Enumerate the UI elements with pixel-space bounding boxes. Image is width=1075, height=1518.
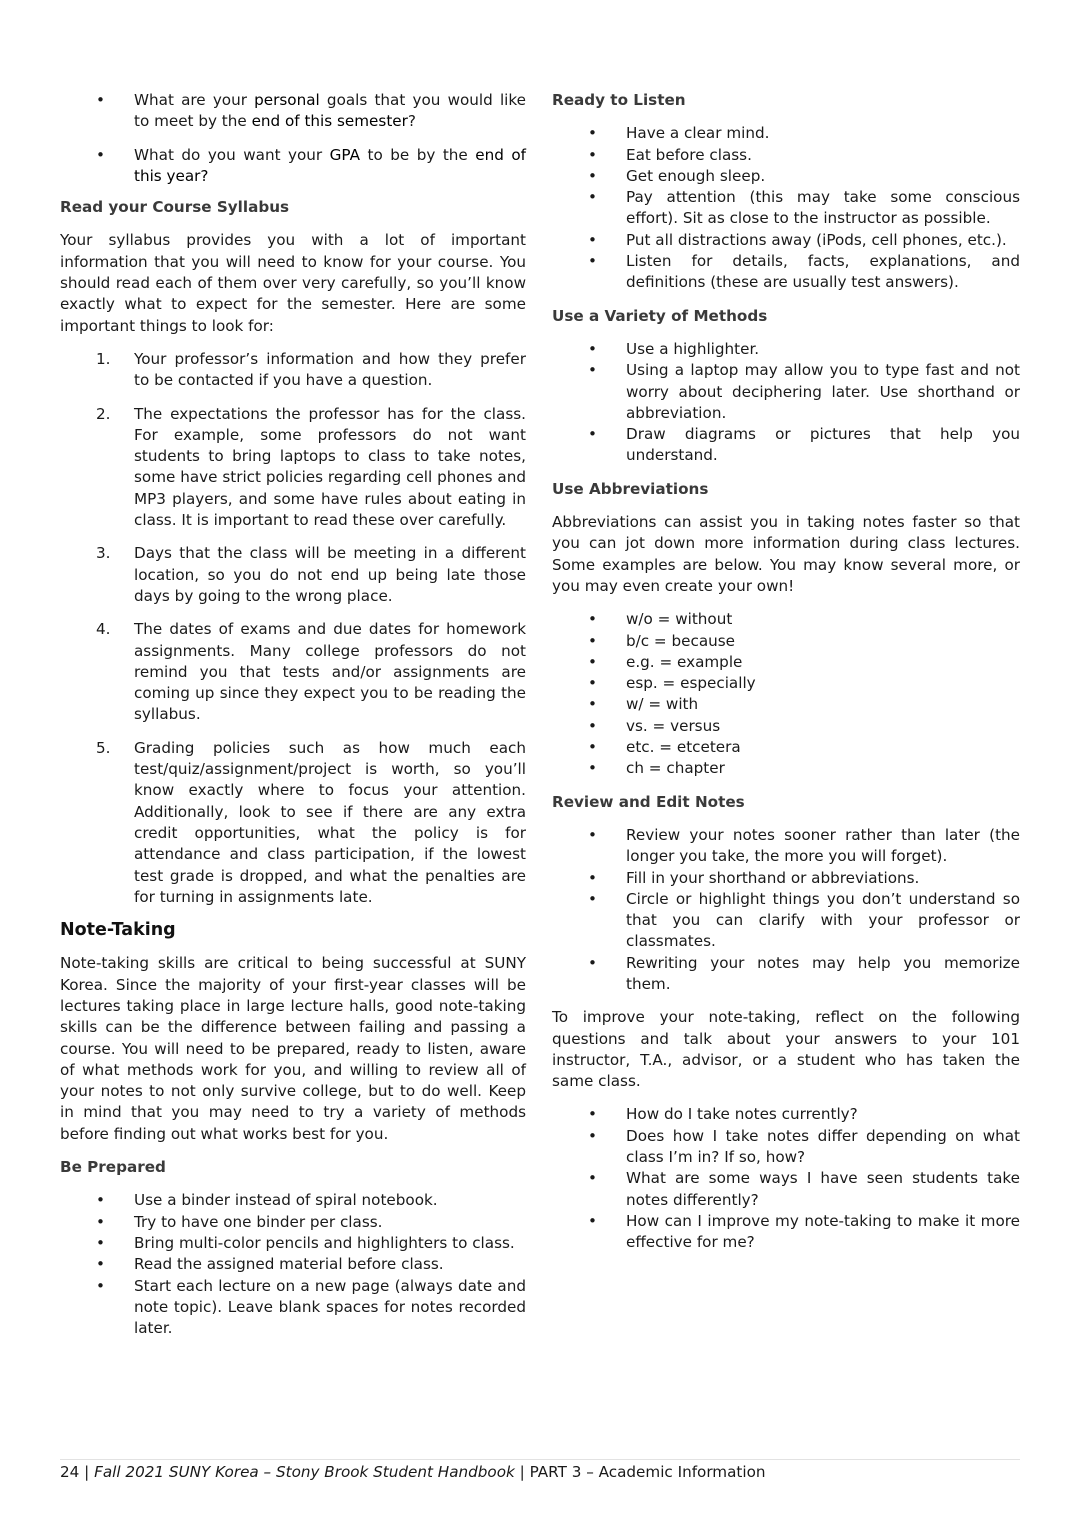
list-item: • How can I improve my note-taking to make it more effective for me? — [552, 1211, 1020, 1254]
footer-separator: | — [519, 1463, 525, 1481]
list-item — [60, 619, 526, 725]
list-item — [60, 145, 526, 188]
list-item: • What are some ways I have seen students take notes differently? — [552, 1168, 1020, 1211]
list-number: 1. — [96, 349, 111, 368]
list-item: • Fill in your shorthand or abbreviations. — [552, 868, 1020, 889]
goal-emphasis: GPA — [329, 145, 361, 164]
list-item: • How do I take notes currently? — [552, 1104, 1020, 1125]
goal-emphasis: personal — [254, 91, 320, 109]
paragraph: To improve your note-taking, reflect on the following questions and talk about your answers to your 101 instructor, T.A., advisor, or a student who has taken the same class. — [552, 1008, 1020, 1091]
goal-text: What do you want your — [134, 145, 330, 164]
goal-text: ? — [407, 112, 416, 131]
section-label: PART 3 – Academic Information — [529, 1463, 766, 1481]
list-item: • Have a clear mind. — [552, 123, 1020, 144]
goals-list — [60, 90, 526, 187]
list-number: 4. — [96, 620, 111, 639]
goal-text: What are your — [134, 91, 255, 109]
list-item: • Bring multi-color pencils and highlighters to class. — [60, 1233, 526, 1254]
section-heading: Use a Variety of Methods — [552, 306, 768, 325]
list-item — [60, 349, 526, 392]
paragraph: Note-taking skills are critical to being successful at SUNY Korea. Since the majority of your first-year classes will be lectures taking place in large lecture halls, good note-taking skills can be the difference between failing and passing a course. You will need to be prepared, ready to listen, aware of what methods work for you, and willing to review all of your notes to not only survive college, but to do well. Keep in mind that you may need to try a variety of methods before finding out what works best for you. — [60, 954, 526, 1143]
list-item — [60, 404, 526, 532]
list-text: Days that the class will be meeting in a different location, so you do not end up being late those days by going to the wrong place. — [134, 544, 526, 605]
methods-list — [552, 339, 1020, 467]
page-footer — [60, 1459, 1020, 1481]
section-heading: Review and Edit Notes — [552, 792, 745, 811]
list-number: 3. — [96, 544, 111, 563]
list-item: • Circle or highlight things you don’t understand so that you can clarify with your professor or classmates. — [552, 889, 1020, 953]
list-item: • Does how I take notes differ depending on what class I’m in? If so, how? — [552, 1126, 1020, 1169]
list-item: • esp. = especially — [552, 673, 1020, 694]
list-item: • vs. = versus — [552, 716, 1020, 737]
improve-questions-list — [552, 1104, 1020, 1253]
goal-text: goals that you would like to meet by the — [134, 91, 526, 131]
list-text: Grading policies such as how much each test/quiz/assignment/project is worth, so you’ll know exactly where to focus your attention. Additionally, look to see if there are any extra credit opportunities, what the policy is for attendance and class participation, if the lowest test grade is dropped, and what the penalties are for turning in assignments late. — [134, 738, 526, 906]
listen-list — [552, 123, 1020, 293]
list-item — [60, 90, 526, 133]
goal-emphasis: end of this year? — [134, 145, 526, 185]
list-item: • Use a highlighter. — [552, 339, 1020, 360]
section-heading: Read your Course Syllabus — [60, 198, 290, 217]
review-list — [552, 825, 1020, 995]
page-number: 24 — [60, 1463, 80, 1481]
footer-separator: | — [84, 1463, 90, 1481]
list-item: • w/o = without — [552, 609, 1020, 630]
list-text: The expectations the professor has for the class. For example, some professors do not want students to bring laptops to class to take notes, some have strict policies regarding cell phones and MP3 players, and some have rules about eating in class. It is important to read these over carefully. — [134, 404, 526, 530]
list-number: 5. — [96, 738, 111, 757]
list-item: • Rewriting your notes may help you memorize them. — [552, 953, 1020, 996]
list-item: • Listen for details, facts, explanations, and definitions (these are usually test answers). — [552, 251, 1020, 294]
paragraph: Abbreviations can assist you in taking notes faster so that you can jot down more information during class lectures. Some examples are below. You may know several more, or you may even create your own! — [552, 513, 1020, 595]
list-item: • Eat before class. — [552, 145, 1020, 166]
section-heading: Use Abbreviations — [552, 479, 709, 498]
list-item: • etc. = etcetera — [552, 737, 1020, 758]
list-item: • b/c = because — [552, 631, 1020, 652]
list-item: • Put all distractions away (iPods, cell phones, etc.). — [552, 230, 1020, 251]
list-item — [60, 738, 526, 908]
list-item: • Review your notes sooner rather than later (the longer you take, the more you will forget). — [552, 825, 1020, 868]
list-item: • Using a laptop may allow you to type fast and not worry about deciphering later. Use shorthand or abbreviation. — [552, 360, 1020, 424]
list-item: • Pay attention (this may take some conscious effort). Sit as close to the instructor as possible. — [552, 187, 1020, 230]
list-number: 2. — [96, 404, 111, 423]
abbreviations-list — [552, 609, 1020, 779]
list-item: • w/ = with — [552, 694, 1020, 715]
handbook-title: Fall 2021 SUNY Korea – Stony Brook Student Handbook — [94, 1463, 515, 1481]
list-item: • Read the assigned material before class. — [60, 1254, 526, 1275]
syllabus-list — [60, 349, 526, 908]
list-item: • e.g. = example — [552, 652, 1020, 673]
list-text: Your professor’s information and how they prefer to be contacted if you have a question. — [134, 349, 526, 390]
list-text: The dates of exams and due dates for homework assignments. Many college professors do not remind you that tests and/or assignments are coming up since they expect you to be reading the syllabus. — [134, 620, 526, 724]
goal-text: to be by the — [360, 145, 476, 164]
prepared-list — [60, 1190, 526, 1339]
list-item: • Start each lecture on a new page (always date and note topic). Leave blank spaces for notes recorded later. — [60, 1276, 526, 1340]
paragraph: Your syllabus provides you with a lot of important information that you will need to know for your course. You should read each of them over very carefully, so you’ll know exactly what to expect for the semester. Here are some important things to look for: — [60, 231, 526, 335]
section-title: Note-Taking — [60, 920, 176, 941]
list-item: • Use a binder instead of spiral notebook. — [60, 1190, 526, 1211]
list-item: • Draw diagrams or pictures that help you understand. — [552, 424, 1020, 467]
section-heading: Be Prepared — [60, 1158, 166, 1177]
list-item: • Try to have one binder per class. — [60, 1212, 526, 1233]
left-column — [60, 88, 526, 1339]
list-item: • Get enough sleep. — [552, 166, 1020, 187]
right-column — [552, 88, 1020, 1254]
list-item: • ch = chapter — [552, 758, 1020, 779]
goal-emphasis: end of this semester — [251, 112, 408, 131]
list-item — [60, 543, 526, 607]
section-heading: Ready to Listen — [552, 91, 686, 109]
